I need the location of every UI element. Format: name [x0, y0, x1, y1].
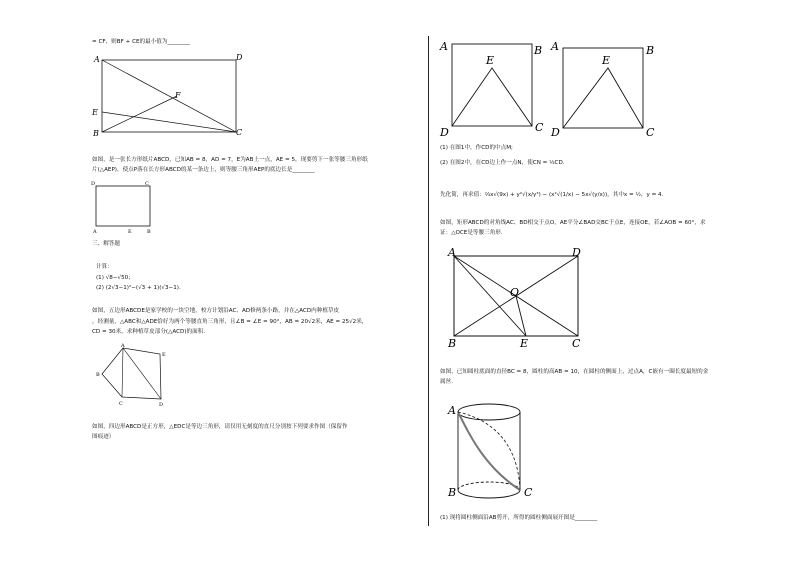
figure-rectangle-abcd-ef: [90, 52, 250, 138]
problem-square-line1: 如图，四边形ABCD是正方形，△EDC是等边三角形，请仅用无刻度的直尺分别按下列要求作图（保留作: [92, 424, 348, 430]
label-E: E: [486, 54, 495, 67]
label-D: D: [236, 53, 243, 62]
label-D: D: [551, 126, 560, 138]
label-B: B: [96, 372, 100, 378]
problem-rectangle-line1: 如图，矩形ABCD的对角线AC、BD相交于点O，AE平分∠BAD交BC于点E，连接OE，若∠AOB = 60°，求: [440, 220, 706, 226]
question-cylinder-1: (1) 现将圆柱侧面沿AB剪开，所得的圆柱侧面展开图是________: [440, 515, 598, 521]
label-B: B: [93, 129, 99, 138]
label-B: B: [448, 337, 457, 350]
label-D: D: [440, 126, 449, 138]
figure-rectangle-small: [90, 176, 160, 236]
problem-paper-line1: 如图，是一张长方形纸片ABCD，已知AB = 8，AD = 7，E为AB上一点，AE = 5，现要剪下一张等腰三角形纸: [92, 157, 368, 163]
label-B: B: [534, 44, 543, 57]
label-B: B: [448, 486, 457, 499]
problem-paper-line2: 片(△AEP)，使点P落在长方形ABCD的某一条边上，则等腰三角形AEP的底边长是________: [92, 167, 315, 173]
problem-rectangle-line2: 证：△OCE是等腰三角形.: [440, 230, 503, 236]
problem-cylinder-line2: 属丝.: [440, 379, 453, 385]
question-2: (2) 在图2中，在CD边上作一点N，使CN = ⅓CD.: [440, 160, 565, 166]
figure-cylinder: [446, 398, 546, 502]
problem-text-tail: = CF，则BF + CE的最小值为________: [92, 39, 190, 45]
label-C: C: [535, 121, 544, 134]
label-C: C: [119, 401, 123, 407]
label-A: A: [94, 55, 100, 64]
label-E: E: [128, 229, 132, 235]
label-D: D: [159, 402, 164, 408]
figure-rectangle-diagonals: [440, 242, 590, 352]
label-D: D: [572, 246, 581, 259]
label-A: A: [448, 246, 456, 259]
calc-item-2: (2) (2√3−1)²−(√3 + 1)(√3−1).: [96, 285, 181, 291]
question-1: (1) 在图1中，作CD的中点M;: [440, 145, 513, 151]
label-O: O: [510, 286, 520, 299]
label-C: C: [572, 337, 581, 350]
label-A: A: [448, 404, 456, 417]
calc-title: 计算：: [96, 264, 113, 270]
figure-pentagon: [92, 342, 182, 408]
label-E: E: [162, 352, 166, 358]
simplify-problem: 先化简，再求值：⅔x√(9x) + y²√(x/y³) − (x²√(1/x) − 5x√(y/x))，其中x = ½，y = 4.: [440, 192, 664, 198]
label-B: B: [646, 44, 655, 57]
section-heading: 三、解答题: [92, 241, 120, 247]
label-A: A: [440, 40, 448, 53]
label-A: A: [93, 229, 97, 235]
label-F: F: [175, 91, 181, 100]
label-D: D: [91, 181, 96, 187]
problem-square-line2: 图痕迹）: [92, 434, 115, 440]
problem-pentagon-line2: ，经测量，△ABC和△ADE恰好为两个等腰直角三角形，且∠B = ∠E = 90°，AB = 20√2米，AE = 25√2米，: [92, 319, 368, 325]
figure-square-1: [436, 38, 548, 138]
figure-square-2: [547, 38, 659, 138]
label-A: A: [121, 343, 125, 349]
problem-pentagon-line3: CD = 30米，求种植草皮部分(△ACD)的面积.: [92, 329, 206, 335]
label-C: C: [236, 128, 243, 137]
label-E: E: [520, 337, 529, 350]
label-C: C: [145, 181, 149, 187]
problem-pentagon-line1: 如图，五边形ABCDE是家学校的一块空地，校方计划沿AC、AD修两条小路，并在△ACD内种植草皮: [92, 308, 340, 314]
calc-item-1: (1) √8−√50；: [96, 275, 134, 281]
label-C: C: [524, 486, 533, 499]
label-E: E: [602, 54, 611, 67]
label-B: B: [147, 229, 151, 235]
label-A: A: [551, 40, 559, 53]
label-C: C: [646, 126, 655, 138]
label-E: E: [92, 108, 98, 117]
column-divider: [428, 36, 429, 526]
problem-cylinder-line1: 如图，已知圆柱底面的直径BC = 8，圆柱的高AB = 10，在圆柱的侧面上，过点A，C嵌有一圈长度最短的金: [440, 369, 709, 375]
